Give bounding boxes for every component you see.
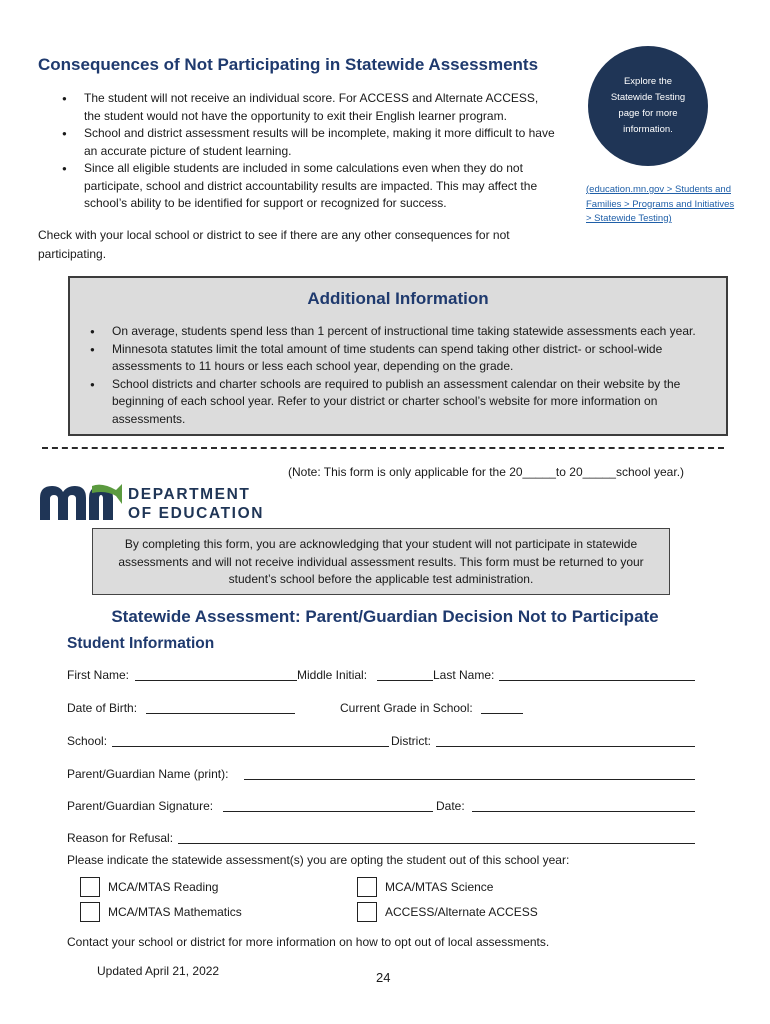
checkbox-box[interactable] — [357, 902, 377, 922]
mn-department-of-education-logo — [40, 484, 290, 524]
list-item: ● The student will not receive an individual score. For ACCESS and Alternate ACCESS, the student would not have the opportunity to exit their English learner program. — [62, 90, 557, 125]
grade-field[interactable] — [481, 713, 523, 714]
additional-info-list — [90, 323, 720, 428]
acknowledgement-box: By completing this form, you are acknowledging that your student will not participate in statewide assessments and will not receive individual assessment results. This form must be returned to your student’s school before the applicable test administration. — [92, 528, 670, 595]
checkbox-label: ACCESS/Alternate ACCESS — [385, 905, 538, 919]
opt-out-prompt: Please indicate the statewide assessment(s) you are opting the student out of this school year: — [67, 853, 570, 867]
cut-line-divider — [42, 447, 724, 449]
updated-date: Updated April 21, 2022 — [97, 964, 220, 978]
logo-wordmark — [128, 485, 264, 523]
logo-line-1: DEPARTMENT — [128, 486, 251, 503]
checkbox-label: MCA/MTAS Science — [385, 880, 494, 894]
reason-field[interactable] — [178, 843, 695, 844]
school-field[interactable] — [112, 746, 389, 747]
guardian-name-label: Parent/Guardian Name (print): — [67, 767, 229, 781]
page-number: 24 — [376, 970, 391, 985]
school-district-row — [67, 732, 697, 750]
form-title: Statewide Assessment: Parent/Guardian Decision Not to Participate — [111, 607, 659, 626]
grade-label: Current Grade in School: — [340, 701, 473, 715]
dob-field[interactable] — [146, 713, 295, 714]
school-year-note: (Note: This form is only applicable for the 20_____to 20_____school year.) — [288, 465, 685, 479]
list-item: ● Minnesota statutes limit the total amount of time students can spend taking other district- or school-wide assessments to 11 hours or less each school year, depending on the grade. — [90, 341, 720, 376]
reason-row — [67, 829, 697, 847]
list-item: ● School and district assessment results will be incomplete, making it more difficult to have an accurate picture of student learning. — [62, 125, 557, 160]
district-label: District: — [391, 734, 431, 748]
explore-callout-circle — [588, 46, 708, 166]
guardian-name-row — [67, 765, 697, 783]
student-info-heading: Student Information — [67, 635, 215, 652]
middle-initial-field[interactable] — [377, 680, 433, 681]
contact-text: Contact your school or district for more information on how to opt out of local assessments. — [67, 935, 550, 949]
signature-date-row — [67, 797, 697, 815]
logo-line-2: OF EDUCATION — [128, 505, 265, 522]
consequences-heading: Consequences of Not Participating in Statewide Assessments — [38, 55, 539, 74]
date-label: Date: — [436, 799, 465, 813]
first-name-field[interactable] — [135, 680, 297, 681]
checkbox-box[interactable] — [80, 902, 100, 922]
consequences-list — [62, 90, 557, 213]
guardian-signature-field[interactable] — [223, 811, 433, 812]
last-name-label: Last Name: — [433, 668, 495, 682]
dob-label: Date of Birth: — [67, 701, 138, 715]
additional-info-box — [68, 276, 728, 436]
first-name-label: First Name: — [67, 668, 130, 682]
statewide-testing-link[interactable]: (education.mn.gov > Students and Families > Programs and Initiatives > Statewide Testing) — [586, 184, 735, 224]
checkbox-box[interactable] — [80, 877, 100, 897]
middle-initial-label: Middle Initial: — [297, 668, 368, 682]
dob-grade-row — [67, 699, 697, 717]
checkbox-label: MCA/MTAS Mathematics — [108, 905, 242, 919]
last-name-field[interactable] — [499, 680, 695, 681]
mn-logo-icon — [40, 484, 122, 520]
additional-info-heading: Additional Information — [307, 289, 489, 308]
district-field[interactable] — [436, 746, 695, 747]
check-local-text: Check with your local school or district to see if there are any other consequences for not participating. — [38, 228, 510, 261]
checkbox-label: MCA/MTAS Reading — [108, 880, 219, 894]
name-row — [67, 666, 697, 684]
date-field[interactable] — [472, 811, 695, 812]
list-item: ● School districts and charter schools are required to publish an assessment calendar on their website by the beginning of each school year. Refer to your district or charter school’s website for more information on assessments. — [90, 376, 720, 429]
guardian-name-field[interactable] — [244, 779, 695, 780]
explore-callout-text: Explore the Statewide Testing page for more information. — [610, 76, 686, 135]
school-label: School: — [67, 734, 108, 748]
guardian-signature-label: Parent/Guardian Signature: — [67, 799, 214, 813]
checkbox-box[interactable] — [357, 877, 377, 897]
reason-label: Reason for Refusal: — [67, 831, 174, 845]
list-item: ● Since all eligible students are included in some calculations even when they do not participate, school and district accountability results are impacted. This may affect the school’s ability to be identified for support or recognized for success. — [62, 160, 557, 213]
list-item: ● On average, students spend less than 1 percent of instructional time taking statewide assessments each year. — [90, 323, 720, 341]
